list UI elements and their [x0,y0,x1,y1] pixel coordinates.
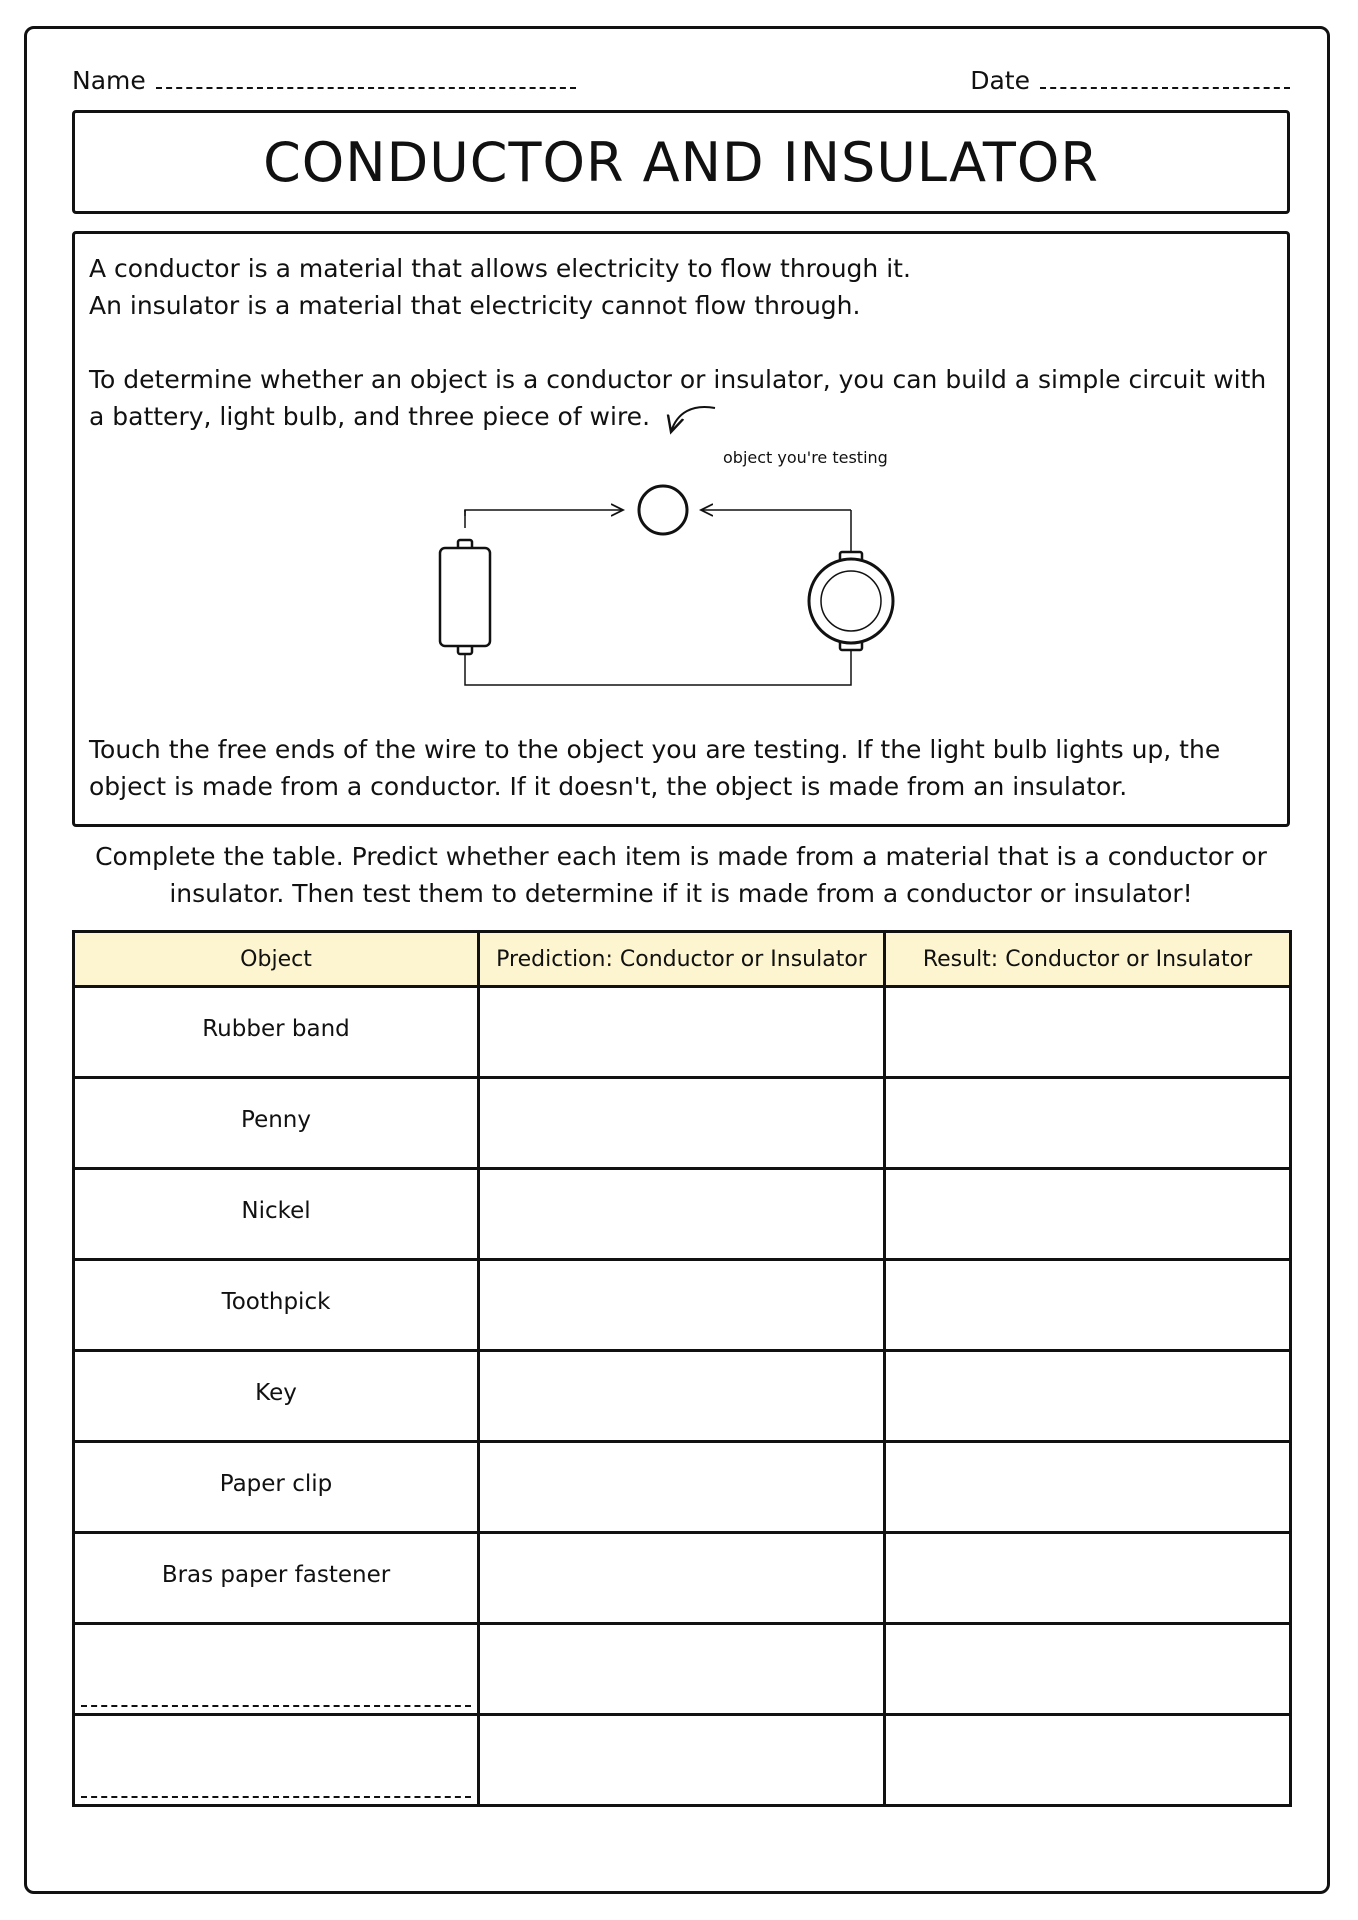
header-result: Result: Conductor or Insulator [885,932,1291,987]
result-cell[interactable] [885,987,1291,1078]
result-cell[interactable] [885,1533,1291,1624]
object-cell: Nickel [74,1169,479,1260]
page-title: CONDUCTOR AND INSULATOR [263,130,1099,194]
name-date-row [72,66,1290,102]
header-object: Object [74,932,479,987]
prediction-cell[interactable] [479,1442,885,1533]
prediction-cell[interactable] [479,1715,885,1806]
table-row [74,1533,1291,1624]
object-blank-cell[interactable] [74,1624,479,1715]
prediction-cell[interactable] [479,1351,885,1442]
wires [465,510,851,685]
prediction-cell[interactable] [479,1624,885,1715]
object-cell: Rubber band [74,987,479,1078]
date-blank[interactable] [1040,69,1290,89]
result-cell[interactable] [885,1078,1291,1169]
object-cell: Penny [74,1078,479,1169]
table-instructions: Complete the table. Predict whether each item is made from a material that is a conductor or insulator. Then test them to determine if it is made from a conductor or insulator! [95,842,1267,908]
header-prediction: Prediction: Conductor or Insulator [479,932,885,987]
table-row [74,1260,1291,1351]
prediction-cell[interactable] [479,1533,885,1624]
table-row [74,1351,1291,1442]
name-blank[interactable] [156,69,576,89]
battery-icon [440,540,490,654]
result-cell[interactable] [885,1260,1291,1351]
table-row [74,1442,1291,1533]
table-row [74,987,1291,1078]
object-cell: Bras paper fastener [74,1533,479,1624]
prediction-cell[interactable] [479,987,885,1078]
touch-text: Touch the free ends of the wire to the object you are testing. If the light bulb lights up, the object is made from a conductor. If it doesn't, the object is made from an insulator. [89,735,1221,801]
result-cell[interactable] [885,1351,1291,1442]
object-cell: Toothpick [74,1260,479,1351]
test-object-circle [639,486,687,534]
setup-text: To determine whether an object is a conductor or insulator, you can build a simple circuit with a battery, light bulb, and three piece of wire. [89,365,1267,431]
table-row [74,1078,1291,1169]
table-row [74,1169,1291,1260]
prediction-cell[interactable] [479,1260,885,1351]
insulator-definition: An insulator is a material that electricity cannot flow through. [89,291,861,320]
title-box [72,110,1290,214]
result-cell[interactable] [885,1624,1291,1715]
write-in-line [81,1796,471,1798]
result-cell[interactable] [885,1715,1291,1806]
label-arrow-icon [671,407,715,432]
name-label: Name [72,66,146,95]
object-blank-cell[interactable] [74,1715,479,1806]
object-label: object you're testing [723,448,888,467]
results-table [72,930,1292,1807]
conductor-definition: A conductor is a material that allows electricity to flow through it. [89,254,911,283]
date-label: Date [970,66,1030,95]
table-row [74,1715,1291,1806]
object-cell: Paper clip [74,1442,479,1533]
prediction-cell[interactable] [479,1078,885,1169]
prediction-cell[interactable] [479,1169,885,1260]
result-cell[interactable] [885,1169,1291,1260]
result-cell[interactable] [885,1442,1291,1533]
table-row [74,1624,1291,1715]
light-bulb-icon [809,552,893,650]
info-box [72,231,1290,827]
object-cell: Key [74,1351,479,1442]
write-in-line [81,1705,471,1707]
table-header-row [74,932,1291,987]
